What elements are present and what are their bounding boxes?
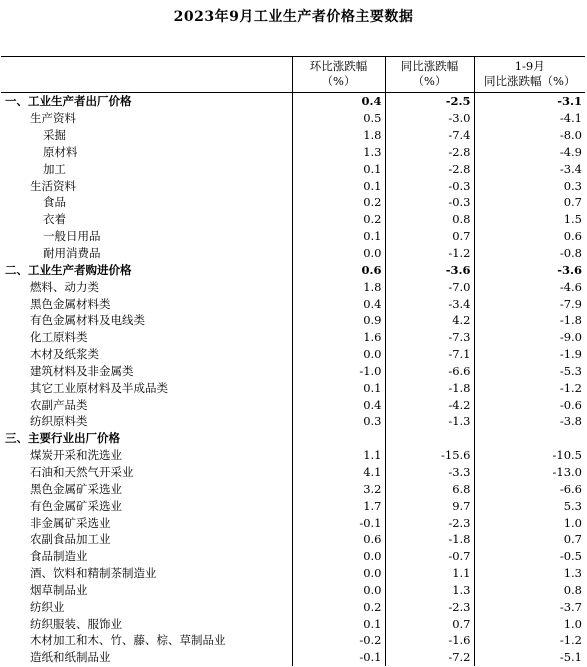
ytd-value: 0.6 — [563, 229, 582, 244]
yoy-value: -0.7 — [385, 548, 474, 565]
mom-value: 0.9 — [292, 312, 385, 329]
row-label: 生活资料 — [1, 177, 292, 194]
mom-value: 0.4 — [292, 93, 385, 110]
table-row — [1, 413, 585, 430]
yoy-value: -1.6 — [385, 632, 474, 649]
row-label: 造纸和纸制品业 — [1, 649, 292, 666]
table-row — [1, 211, 585, 228]
ytd-value: 5.3 — [563, 498, 582, 513]
ytd-value: -1.9 — [559, 347, 582, 362]
table-row — [1, 144, 585, 161]
table-row — [1, 93, 585, 110]
mom-value: 3.2 — [292, 480, 385, 497]
ytd-value: -9.0 — [559, 330, 582, 345]
header-yoy — [385, 57, 474, 93]
ytd-value: -4.6 — [559, 279, 582, 294]
table-row — [1, 245, 585, 262]
ytd-value: 0.7 — [563, 195, 582, 210]
ytd-value: -3.4 — [559, 161, 582, 176]
row-label: 木材加工和木、竹、藤、棕、草制品业 — [1, 632, 292, 649]
row-label: 黑色金属材料类 — [1, 295, 292, 312]
yoy-value: -0.3 — [385, 177, 474, 194]
header-yoy-line1: 同比涨跌幅 — [400, 59, 459, 73]
row-label: 木材及纸浆类 — [1, 346, 292, 363]
mom-value: 0.1 — [292, 177, 385, 194]
yoy-value: 1.3 — [385, 581, 474, 598]
row-label: 生产资料 — [1, 110, 292, 127]
mom-value: 0.3 — [292, 413, 385, 430]
yoy-value: -7.1 — [385, 346, 474, 363]
ytd-value: -1.2 — [559, 633, 582, 648]
yoy-value: -2.8 — [385, 160, 474, 177]
row-label: 酒、饮料和精制茶制造业 — [1, 565, 292, 582]
mom-value: 0.4 — [292, 396, 385, 413]
mom-value: 0.5 — [292, 110, 385, 127]
ytd-value: -3.1 — [557, 94, 582, 109]
table-row — [1, 497, 585, 514]
mom-value: 0.0 — [292, 565, 385, 582]
mom-value: 0.1 — [292, 379, 385, 396]
row-label: 耐用消费品 — [1, 245, 292, 262]
mom-value: -0.1 — [292, 649, 385, 666]
mom-value: -0.2 — [292, 632, 385, 649]
row-label: 纺织原料类 — [1, 413, 292, 430]
ytd-value: -3.6 — [557, 262, 582, 277]
yoy-value: -7.2 — [385, 649, 474, 666]
ytd-value: -10.5 — [552, 448, 582, 463]
yoy-value: -3.4 — [385, 295, 474, 312]
ytd-value: -0.6 — [559, 397, 582, 412]
mom-value: 0.0 — [292, 245, 385, 262]
table-row — [1, 160, 585, 177]
row-label: 一般日用品 — [1, 228, 292, 245]
table-row — [1, 261, 585, 278]
table-row — [1, 447, 585, 464]
yoy-value: 1.1 — [385, 565, 474, 582]
yoy-value: 0.7 — [385, 615, 474, 632]
table-row — [1, 430, 585, 447]
ytd-value: 1.0 — [563, 515, 582, 530]
table-row — [1, 346, 585, 363]
mom-value: 0.0 — [292, 548, 385, 565]
row-label: 加工 — [1, 160, 292, 177]
ytd-value: 1.0 — [563, 616, 582, 631]
row-label: 一、工业生产者出厂价格 — [1, 93, 292, 110]
table-row — [1, 379, 585, 396]
row-label: 三、主要行业出厂价格 — [1, 430, 292, 447]
yoy-value: -1.8 — [385, 379, 474, 396]
header-ytd-line2: 同比涨跌幅（%） — [484, 74, 576, 88]
table-row — [1, 329, 585, 346]
ytd-value: -13.0 — [552, 464, 582, 479]
yoy-value: 6.8 — [385, 480, 474, 497]
mom-value: 1.1 — [292, 447, 385, 464]
mom-value: 0.1 — [292, 160, 385, 177]
yoy-value: -2.5 — [385, 93, 474, 110]
yoy-value: -3.3 — [385, 464, 474, 481]
table-row — [1, 228, 585, 245]
yoy-value: -3.6 — [385, 261, 474, 278]
header-ytd-line1: 1-9月 — [514, 59, 545, 73]
table-row — [1, 110, 585, 127]
table-row — [1, 531, 585, 548]
row-label: 煤炭开采和洗选业 — [1, 447, 292, 464]
yoy-value: 4.2 — [385, 312, 474, 329]
row-label: 二、工业生产者购进价格 — [1, 261, 292, 278]
table-row — [1, 194, 585, 211]
row-label: 黑色金属矿采选业 — [1, 480, 292, 497]
mom-value: 0.0 — [292, 581, 385, 598]
row-label: 化工原料类 — [1, 329, 292, 346]
table-header — [1, 57, 585, 93]
mom-value: 0.0 — [292, 346, 385, 363]
row-label: 食品 — [1, 194, 292, 211]
ytd-value: -7.9 — [559, 296, 582, 311]
mom-value: 0.6 — [292, 531, 385, 548]
ytd-value: -4.1 — [559, 111, 582, 126]
table-row — [1, 514, 585, 531]
table-row — [1, 312, 585, 329]
ytd-value: -4.9 — [559, 144, 582, 159]
mom-value: 0.4 — [292, 295, 385, 312]
ytd-value: 0.7 — [563, 532, 582, 547]
mom-value: 1.8 — [292, 127, 385, 144]
mom-value: 0.2 — [292, 598, 385, 615]
yoy-value: -7.0 — [385, 278, 474, 295]
row-label: 衣着 — [1, 211, 292, 228]
mom-value — [292, 430, 385, 447]
yoy-value: -2.3 — [385, 514, 474, 531]
table-row — [1, 615, 585, 632]
table-body — [1, 93, 585, 666]
table-row — [1, 396, 585, 413]
mom-value: 0.2 — [292, 194, 385, 211]
header-ytd — [474, 57, 585, 93]
mom-value: 1.8 — [292, 278, 385, 295]
row-label: 食品制造业 — [1, 548, 292, 565]
header-mom-line2: （%） — [321, 74, 356, 88]
ytd-value: -5.1 — [559, 650, 582, 665]
ytd-value: 0.8 — [563, 582, 582, 597]
table-row — [1, 278, 585, 295]
table-row — [1, 480, 585, 497]
table-row — [1, 177, 585, 194]
header-yoy-line2: （%） — [412, 74, 447, 88]
table-row — [1, 295, 585, 312]
mom-value: 0.1 — [292, 228, 385, 245]
ytd-value: -1.2 — [559, 380, 582, 395]
ytd-value: -5.3 — [559, 363, 582, 378]
yoy-value: -7.4 — [385, 127, 474, 144]
yoy-value: 9.7 — [385, 497, 474, 514]
mom-value: 1.3 — [292, 144, 385, 161]
yoy-value: -3.0 — [385, 110, 474, 127]
yoy-value: 0.7 — [385, 228, 474, 245]
row-label: 烟草制品业 — [1, 581, 292, 598]
ytd-value: -3.8 — [559, 414, 582, 429]
row-label: 农副产品类 — [1, 396, 292, 413]
row-label: 采掘 — [1, 127, 292, 144]
table-row — [1, 581, 585, 598]
mom-value: 1.7 — [292, 497, 385, 514]
row-label: 原材料 — [1, 144, 292, 161]
row-label: 其它工业原材料及半成品类 — [1, 379, 292, 396]
ytd-value: 0.3 — [563, 178, 582, 193]
yoy-value: 0.8 — [385, 211, 474, 228]
row-label: 有色金属材料及电线类 — [1, 312, 292, 329]
mom-value: 4.1 — [292, 464, 385, 481]
ytd-value: -8.0 — [559, 128, 582, 143]
table-row — [1, 127, 585, 144]
row-label: 有色金属矿采选业 — [1, 497, 292, 514]
mom-value: 0.1 — [292, 615, 385, 632]
table-row — [1, 548, 585, 565]
ytd-value: 1.5 — [563, 212, 582, 227]
page-title: 2023年9月工业生产者价格主要数据 — [173, 9, 414, 25]
ytd-value: -0.5 — [559, 549, 582, 564]
table-row — [1, 565, 585, 582]
mom-value: 0.2 — [292, 211, 385, 228]
header-mom-line1: 环比涨跌幅 — [309, 59, 368, 73]
yoy-value: -0.3 — [385, 194, 474, 211]
price-data-table — [1, 56, 585, 666]
row-label: 非金属矿采选业 — [1, 514, 292, 531]
row-label: 纺织服装、服饰业 — [1, 615, 292, 632]
yoy-value: -1.3 — [385, 413, 474, 430]
row-label: 农副食品加工业 — [1, 531, 292, 548]
mom-value: -0.1 — [292, 514, 385, 531]
yoy-value: -1.8 — [385, 531, 474, 548]
row-label: 燃料、动力类 — [1, 278, 292, 295]
row-label: 石油和天然气开采业 — [1, 464, 292, 481]
mom-value: -1.0 — [292, 363, 385, 380]
yoy-value: -2.3 — [385, 598, 474, 615]
yoy-value: -1.2 — [385, 245, 474, 262]
table-row — [1, 649, 585, 666]
header-mom — [292, 57, 385, 93]
yoy-value — [385, 430, 474, 447]
yoy-value: -15.6 — [385, 447, 474, 464]
yoy-value: -7.3 — [385, 329, 474, 346]
ytd-value: -3.7 — [559, 599, 582, 614]
ytd-value: 1.3 — [563, 566, 582, 581]
yoy-value: -4.2 — [385, 396, 474, 413]
table-row — [1, 363, 585, 380]
ytd-value — [474, 430, 585, 447]
row-label: 建筑材料及非金属类 — [1, 363, 292, 380]
table-row — [1, 632, 585, 649]
yoy-value: -2.8 — [385, 144, 474, 161]
ytd-value: -1.8 — [559, 313, 582, 328]
table-row — [1, 598, 585, 615]
table-row — [1, 464, 585, 481]
yoy-value: -6.6 — [385, 363, 474, 380]
row-label: 纺织业 — [1, 598, 292, 615]
header-blank — [1, 57, 292, 93]
mom-value: 0.6 — [292, 261, 385, 278]
mom-value: 1.6 — [292, 329, 385, 346]
ytd-value: -0.8 — [559, 246, 582, 261]
ytd-value: -6.6 — [559, 481, 582, 496]
